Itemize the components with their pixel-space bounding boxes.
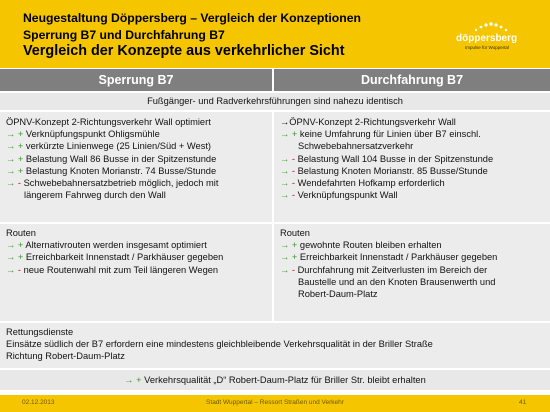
item-text: neue Routenwahl mit zum Teil längeren Wegen: [23, 264, 219, 275]
minus-sign: -: [291, 190, 295, 201]
rettungsdienste-text-2: Richtung Robert-Daum-Platz: [6, 351, 125, 362]
item-text: Alternativrouten werden insgesamt optimiert: [25, 240, 207, 251]
list-item: [274, 128, 550, 140]
plus-sign: +: [17, 252, 24, 263]
minus-sign: -: [17, 178, 21, 189]
title-line-2: Sperrung B7 und Durchfahrung B7: [23, 28, 225, 42]
list-item-continuation: Baustelle und an den Knoten Brausenwerth und: [298, 276, 496, 287]
routen-left-cell: [0, 224, 272, 321]
rettungsdienste-heading: Rettungsdienste: [6, 327, 74, 337]
logo-wordmark: döppersberg: [456, 33, 518, 44]
arrow-right-icon: →: [280, 153, 290, 164]
list-item: [274, 165, 550, 177]
arrow-right-icon: →: [280, 240, 290, 251]
arrow-right-icon: →: [124, 375, 134, 385]
item-text: Belastung Knoten Morianstr. 85 Busse/Stunde: [297, 165, 488, 176]
minus-sign: -: [291, 165, 295, 176]
routen-right-heading: Routen: [280, 228, 310, 238]
item-text: gewohnte Routen bleiben erhalten: [299, 240, 442, 251]
rettungsdienste-cell: [0, 323, 550, 368]
footer-organization: Stadt Wuppertal – Ressort Straßen und Verkehr: [206, 399, 344, 406]
item-text: Verknüpfungspunkt Wall: [297, 190, 398, 201]
plus-sign: +: [17, 240, 24, 251]
title-line-1: Neugestaltung Döppersberg – Vergleich der Konzeptionen: [23, 11, 361, 25]
list-item-continuation: Schwebebahnersatzverkehr: [298, 141, 414, 152]
list-item: [274, 189, 550, 201]
fussgaenger-band: Fußgänger- und Radverkehrsführungen sind nahezu identisch: [0, 93, 550, 110]
arrow-right-icon: →: [6, 153, 16, 164]
footer-date: 02.12.2013: [22, 399, 55, 406]
plus-sign: +: [17, 141, 24, 152]
column-header-durchfahrung: Durchfahrung B7: [274, 69, 550, 91]
item-text: keine Umfahrung für Linien über B7 einschl.: [299, 129, 481, 140]
routen-right-cell: [274, 224, 550, 321]
oepnv-right-heading: ÖPNV-Konzept 2-Richtungsverkehr Wall: [289, 117, 456, 127]
list-item-continuation: längerem Fahrweg durch den Wall: [24, 190, 166, 201]
column-header-sperrung: Sperrung B7: [0, 69, 272, 91]
list-item: [0, 165, 272, 177]
plus-sign: +: [291, 240, 298, 251]
list-item: [274, 251, 550, 263]
plus-sign: +: [291, 129, 298, 140]
item-text: Schwebebahnersatzbetrieb möglich, jedoch mit: [23, 178, 219, 189]
title-line-3: Vergleich der Konzepte aus verkehrlicher Sicht: [23, 43, 345, 59]
footer-bar: [0, 395, 550, 412]
list-item: [274, 264, 550, 276]
verkehrsqualitaet-text: Verkehrsqualität „D“ Robert-Daum-Platz für Briller Str. bleibt erhalten: [144, 375, 426, 385]
arrow-right-icon: →: [6, 252, 16, 263]
oepnv-left-cell: [0, 112, 272, 222]
logo-dots-icon: [472, 20, 512, 34]
item-text: Belastung Knoten Morianstr. 74 Busse/Stunde: [25, 165, 217, 176]
arrow-right-icon: →: [280, 165, 290, 176]
oepnv-right-cell: [274, 112, 550, 222]
arrow-right-icon: →: [6, 165, 16, 176]
arrow-right-icon: →: [6, 129, 16, 140]
item-text: verkürzte Linienwege (25 Linien/Süd + West): [25, 141, 212, 152]
item-text: Wendefahrten Hofkamp erforderlich: [297, 178, 445, 189]
list-item: [274, 239, 550, 251]
arrow-right-icon: →: [280, 117, 290, 127]
arrow-right-icon: →: [6, 141, 16, 152]
oepnv-right-heading-row: [274, 116, 550, 128]
verkehrsqualitaet-band: [0, 370, 550, 390]
list-item: [0, 128, 272, 140]
minus-sign: -: [291, 153, 295, 164]
plus-sign: +: [17, 129, 24, 140]
list-item: [0, 239, 272, 251]
list-item: [274, 177, 550, 189]
plus-sign: +: [291, 252, 298, 263]
list-item: [0, 264, 272, 276]
item-text: Erreichbarkeit Innenstadt / Parkhäuser gegeben: [299, 252, 498, 263]
minus-sign: -: [17, 264, 21, 275]
list-item: [274, 153, 550, 165]
arrow-right-icon: →: [280, 252, 290, 263]
list-item: [0, 140, 272, 152]
arrow-right-icon: →: [280, 129, 290, 140]
page-number: 41: [519, 399, 527, 406]
plus-sign: +: [17, 153, 24, 164]
arrow-right-icon: →: [6, 240, 16, 251]
header-bar: [0, 0, 550, 68]
oepnv-left-heading: ÖPNV-Konzept 2-Richtungsverkehr Wall optimiert: [6, 117, 211, 127]
arrow-right-icon: →: [6, 178, 16, 189]
rettungsdienste-text-1: Einsätze südlich der B7 erfordern eine mindestens gleichbleibende Verkehrsqualität in der Briller Straße: [6, 339, 433, 350]
arrow-right-icon: →: [280, 190, 290, 201]
plus-sign: +: [17, 165, 24, 176]
list-item: [0, 177, 272, 189]
logo-tagline: Impulse für Wuppertal: [465, 45, 509, 50]
list-item: [0, 153, 272, 165]
routen-left-heading: Routen: [6, 228, 36, 238]
item-text: Verknüpfungspunkt Ohligsmühle: [25, 129, 160, 140]
list-item-continuation: Robert-Daum-Platz: [298, 289, 378, 300]
item-text: Erreichbarkeit Innenstadt / Parkhäuser gegeben: [25, 252, 224, 263]
arrow-right-icon: →: [280, 264, 290, 275]
list-item: [0, 251, 272, 263]
doeppersberg-logo: [456, 20, 528, 50]
arrow-right-icon: →: [6, 264, 16, 275]
minus-sign: -: [291, 178, 295, 189]
item-text: Belastung Wall 104 Busse in der Spitzenstunde: [297, 153, 494, 164]
item-text: Durchfahrung mit Zeitverlusten im Bereich der: [297, 264, 488, 275]
arrow-right-icon: →: [280, 178, 290, 189]
item-text: Belastung Wall 86 Busse in der Spitzenstunde: [25, 153, 217, 164]
minus-sign: -: [291, 264, 295, 275]
plus-sign: +: [136, 375, 142, 385]
